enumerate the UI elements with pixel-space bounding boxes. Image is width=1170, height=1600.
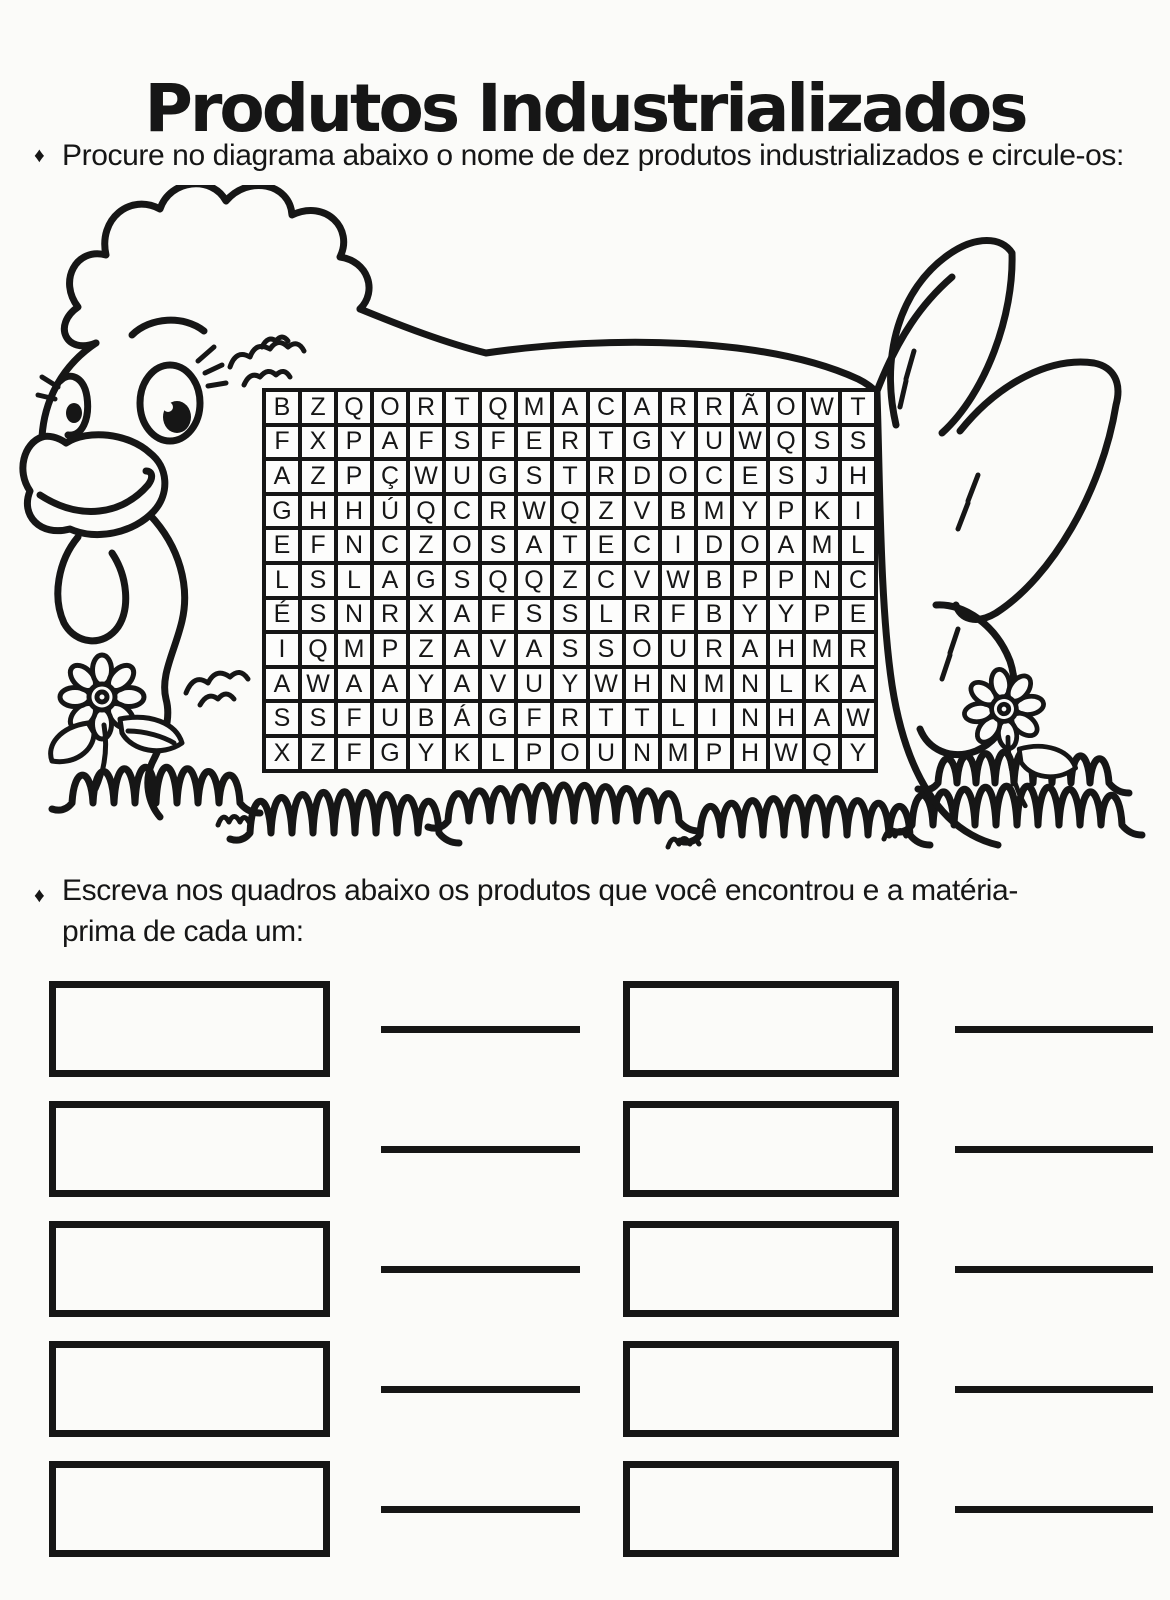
wordsearch-cell-r9c12: N — [662, 669, 694, 700]
wordsearch-cell-r4c13: M — [698, 496, 730, 527]
wordsearch-cell-r1c3: Q — [338, 392, 370, 423]
wordsearch-cell-r5c7: S — [482, 530, 514, 561]
answer-material-line-r4 — [381, 1386, 580, 1393]
flower-right — [959, 661, 1080, 813]
wordsearch-cell-r1c5: R — [410, 392, 442, 423]
wordsearch-cell-r7c13: B — [698, 600, 730, 631]
instruction-write-text: Escreva nos quadros abaixo os produtos que você encontrou e a matéria- prima de cada um: — [62, 874, 1018, 948]
wordsearch-cell-r9c1: A — [266, 669, 298, 700]
wordsearch-cell-r5c5: Z — [410, 530, 442, 561]
wordsearch-cell-r6c17: C — [842, 565, 874, 596]
page-title: Produtos Industrializados — [144, 70, 1026, 148]
wordsearch-cell-r11c4: G — [374, 738, 406, 769]
wattle — [58, 537, 126, 641]
wordsearch-cell-r7c15: Y — [770, 600, 802, 631]
wordsearch-cell-r10c3: F — [338, 703, 370, 734]
wordsearch-cell-r10c9: R — [554, 703, 586, 734]
wordsearch-cell-r11c14: H — [734, 738, 766, 769]
wordsearch-cell-r7c2: S — [302, 600, 334, 631]
wordsearch-cell-r5c9: T — [554, 530, 586, 561]
wordsearch-cell-r3c3: P — [338, 461, 370, 492]
wordsearch-cell-r6c5: G — [410, 565, 442, 596]
wordsearch-cell-r4c9: Q — [554, 496, 586, 527]
answer-material-line-r3 — [381, 1266, 580, 1273]
wordsearch-cell-r8c12: U — [662, 634, 694, 665]
wordsearch-cell-r8c10: S — [590, 634, 622, 665]
wordsearch-cell-r5c10: E — [590, 530, 622, 561]
answer-material-line-r1 — [955, 1026, 1153, 1033]
wordsearch-cell-r4c11: V — [626, 496, 658, 527]
wordsearch-cell-r11c8: P — [518, 738, 550, 769]
answer-product-box-r2 — [49, 1101, 330, 1197]
wordsearch-cell-r10c1: S — [266, 703, 298, 734]
wordsearch-cell-r7c8: S — [518, 600, 550, 631]
wordsearch-cell-r9c6: A — [446, 669, 478, 700]
wordsearch-cell-r10c14: N — [734, 703, 766, 734]
eye-highlight — [163, 402, 173, 412]
wordsearch-cell-r1c4: O — [374, 392, 406, 423]
wordsearch-cell-r1c12: R — [662, 392, 694, 423]
wordsearch-cell-r8c16: M — [806, 634, 838, 665]
wordsearch-cell-r7c14: Y — [734, 600, 766, 631]
wordsearch-cell-r6c13: B — [698, 565, 730, 596]
answer-product-box-r1 — [49, 981, 330, 1077]
answer-product-box-r1 — [623, 981, 899, 1077]
beak-smile-line — [40, 471, 152, 511]
wordsearch-cell-r6c3: L — [338, 565, 370, 596]
wordsearch-cell-r8c14: A — [734, 634, 766, 665]
wordsearch-cell-r4c14: Y — [734, 496, 766, 527]
wordsearch-cell-r10c4: U — [374, 703, 406, 734]
wordsearch-cell-r9c9: Y — [554, 669, 586, 700]
answer-product-box-r5 — [49, 1461, 330, 1557]
wordsearch-cell-r2c13: U — [698, 427, 730, 458]
wordsearch-cell-r5c13: D — [698, 530, 730, 561]
wordsearch-cell-r10c10: T — [590, 703, 622, 734]
wordsearch-cell-r11c15: W — [770, 738, 802, 769]
beak — [23, 435, 165, 535]
wordsearch-cell-r11c7: L — [482, 738, 514, 769]
tail-feather-1 — [891, 241, 1013, 434]
wordsearch-cell-r3c13: C — [698, 461, 730, 492]
wordsearch-cell-r2c7: F — [482, 427, 514, 458]
wordsearch-cell-r8c3: M — [338, 634, 370, 665]
wordsearch-cell-r9c13: M — [698, 669, 730, 700]
wordsearch-cell-r3c17: H — [842, 461, 874, 492]
eyebrow — [132, 320, 204, 335]
wordsearch-cell-r8c7: V — [482, 634, 514, 665]
wordsearch-cell-r6c1: L — [266, 565, 298, 596]
wordsearch-cell-r2c6: S — [446, 427, 478, 458]
wordsearch-cell-r11c6: K — [446, 738, 478, 769]
wordsearch-cell-r4c15: P — [770, 496, 802, 527]
wordsearch-cell-r5c1: E — [266, 530, 298, 561]
answer-product-box-r3 — [49, 1221, 330, 1317]
tail-feather-2 — [956, 362, 1118, 619]
wordsearch-cell-r1c1: B — [266, 392, 298, 423]
eyelashes — [198, 347, 226, 386]
wordsearch-cell-r1c2: Z — [302, 392, 334, 423]
wordsearch-cell-r5c14: O — [734, 530, 766, 561]
wordsearch-cell-r1c15: O — [770, 392, 802, 423]
wordsearch-cell-r8c9: S — [554, 634, 586, 665]
instruction-find-text: Procure no diagrama abaixo o nome de dez produtos industrializados e circule-os: — [62, 139, 1124, 172]
wordsearch-cell-r11c13: P — [698, 738, 730, 769]
wordsearch-cell-r4c8: W — [518, 496, 550, 527]
flower-right-center — [990, 695, 1018, 723]
wordsearch-cell-r8c15: H — [770, 634, 802, 665]
wordsearch-cell-r8c6: A — [446, 634, 478, 665]
wordsearch-cell-r2c1: F — [266, 427, 298, 458]
answer-material-line-r4 — [955, 1386, 1153, 1393]
grass-bush-3 — [428, 785, 699, 831]
wordsearch-cell-r2c8: E — [518, 427, 550, 458]
wordsearch-cell-r3c16: J — [806, 461, 838, 492]
wordsearch-cell-r9c10: W — [590, 669, 622, 700]
answer-grid — [49, 981, 1153, 1557]
wordsearch-cell-r10c2: S — [302, 703, 334, 734]
grass-bush-2 — [230, 792, 459, 843]
wordsearch-cell-r5c3: N — [338, 530, 370, 561]
wordsearch-cell-r10c17: W — [842, 703, 874, 734]
wordsearch-cell-r4c2: H — [302, 496, 334, 527]
cheek-feather-scallops — [230, 337, 304, 385]
wordsearch-cell-r6c7: Q — [482, 565, 514, 596]
wordsearch-cell-r10c13: I — [698, 703, 730, 734]
answer-product-box-r4 — [623, 1341, 899, 1437]
wordsearch-cell-r10c7: G — [482, 703, 514, 734]
wordsearch-cell-r2c2: X — [302, 427, 334, 458]
wordsearch-cell-r2c9: R — [554, 427, 586, 458]
answer-material-line-r1 — [381, 1026, 580, 1033]
wordsearch-cell-r1c8: M — [518, 392, 550, 423]
wordsearch-cell-r2c14: W — [734, 427, 766, 458]
wordsearch-cell-r3c8: S — [518, 461, 550, 492]
flower-left-leaf-left — [51, 723, 94, 762]
wordsearch-cell-r10c12: L — [662, 703, 694, 734]
wordsearch-cell-r3c6: U — [446, 461, 478, 492]
wordsearch-cell-r10c15: H — [770, 703, 802, 734]
wordsearch-cell-r5c12: I — [662, 530, 694, 561]
wordsearch-cell-r3c1: A — [266, 461, 298, 492]
wordsearch-cell-r9c5: Y — [410, 669, 442, 700]
head-top-and-back-line — [360, 309, 877, 393]
wordsearch-cell-r3c11: D — [626, 461, 658, 492]
small-eye-pupil — [66, 403, 82, 423]
wordsearch-cell-r11c12: M — [662, 738, 694, 769]
wordsearch-cell-r1c17: T — [842, 392, 874, 423]
wordsearch-cell-r2c3: P — [338, 427, 370, 458]
wordsearch-cell-r7c3: N — [338, 600, 370, 631]
wordsearch-cell-r5c8: A — [518, 530, 550, 561]
answer-product-box-r4 — [49, 1341, 330, 1437]
answer-product-box-r3 — [623, 1221, 899, 1317]
wordsearch-cell-r6c15: P — [770, 565, 802, 596]
flower-left-center — [89, 684, 115, 710]
wordsearch-cell-r7c10: L — [590, 600, 622, 631]
wordsearch-cell-r10c6: Á — [446, 703, 478, 734]
wordsearch-cell-r1c10: C — [590, 392, 622, 423]
flower-right-leaf — [1019, 741, 1076, 781]
wordsearch-cell-r9c14: N — [734, 669, 766, 700]
wordsearch-cell-r2c12: Y — [662, 427, 694, 458]
wordsearch-cell-r6c10: C — [590, 565, 622, 596]
wordsearch-cell-r4c12: B — [662, 496, 694, 527]
wordsearch-cell-r8c11: O — [626, 634, 658, 665]
wordsearch-cell-r6c8: Q — [518, 565, 550, 596]
wordsearch-cell-r4c16: K — [806, 496, 838, 527]
wordsearch-cell-r7c6: A — [446, 600, 478, 631]
wordsearch-cell-r8c17: R — [842, 634, 874, 665]
wordsearch-cell-r3c14: E — [734, 461, 766, 492]
wordsearch-cell-r11c17: Y — [842, 738, 874, 769]
wordsearch-cell-r1c14: Ã — [734, 392, 766, 423]
answer-material-line-r3 — [955, 1266, 1153, 1273]
wordsearch-cell-r3c2: Z — [302, 461, 334, 492]
wordsearch-cell-r6c6: S — [446, 565, 478, 596]
wordsearch-cell-r9c7: V — [482, 669, 514, 700]
wordsearch-cell-r4c6: C — [446, 496, 478, 527]
wordsearch-cell-r1c6: T — [446, 392, 478, 423]
wordsearch-cell-r8c8: A — [518, 634, 550, 665]
wordsearch-cell-r3c4: Ç — [374, 461, 406, 492]
wordsearch-cell-r2c17: S — [842, 427, 874, 458]
wordsearch-cell-r10c8: F — [518, 703, 550, 734]
wordsearch-cell-r4c3: H — [338, 496, 370, 527]
diamond-bullet-icon: ♦ — [34, 144, 45, 167]
wordsearch-cell-r11c9: O — [554, 738, 586, 769]
wordsearch-cell-r3c5: W — [410, 461, 442, 492]
wordsearch-cell-r3c7: G — [482, 461, 514, 492]
wordsearch-cell-r9c2: W — [302, 669, 334, 700]
wordsearch-cell-r2c10: T — [590, 427, 622, 458]
grass-bush-4 — [680, 798, 930, 845]
wordsearch-cell-r7c12: F — [662, 600, 694, 631]
wordsearch-cell-r7c4: R — [374, 600, 406, 631]
wordsearch-cell-r8c1: I — [266, 634, 298, 665]
answer-product-box-r2 — [623, 1101, 899, 1197]
answer-material-line-r2 — [955, 1146, 1153, 1153]
wordsearch-cell-r10c11: T — [626, 703, 658, 734]
wordsearch-cell-r11c10: U — [590, 738, 622, 769]
wordsearch-cell-r7c5: X — [410, 600, 442, 631]
wordsearch-cell-r8c13: R — [698, 634, 730, 665]
wordsearch-cell-r1c13: R — [698, 392, 730, 423]
wordsearch-cell-r7c17: E — [842, 600, 874, 631]
wordsearch-cell-r6c2: S — [302, 565, 334, 596]
wordsearch-cell-r1c7: Q — [482, 392, 514, 423]
wordsearch-cell-r4c5: Q — [410, 496, 442, 527]
wordsearch-cell-r3c9: T — [554, 461, 586, 492]
wordsearch-cell-r4c17: I — [842, 496, 874, 527]
wordsearch-cell-r4c10: Z — [590, 496, 622, 527]
wordsearch-cell-r10c5: B — [410, 703, 442, 734]
wordsearch-cell-r5c17: L — [842, 530, 874, 561]
wordsearch-cell-r11c1: X — [266, 738, 298, 769]
wordsearch-cell-r3c12: O — [662, 461, 694, 492]
wordsearch-cell-r1c11: A — [626, 392, 658, 423]
wordsearch-cell-r3c10: R — [590, 461, 622, 492]
wordsearch-cell-r5c16: M — [806, 530, 838, 561]
instruction-find — [34, 139, 1124, 173]
wordsearch-cell-r5c15: A — [770, 530, 802, 561]
wordsearch-cell-r6c11: V — [626, 565, 658, 596]
wordsearch-cell-r11c16: Q — [806, 738, 838, 769]
wordsearch-cell-r7c9: S — [554, 600, 586, 631]
neck-feather-scallops — [186, 672, 248, 705]
wordsearch-cell-r5c11: C — [626, 530, 658, 561]
answer-product-box-r5 — [623, 1461, 899, 1557]
wordsearch-cell-r9c15: L — [770, 669, 802, 700]
wordsearch-grid — [262, 388, 878, 773]
wordsearch-cell-r2c11: G — [626, 427, 658, 458]
wordsearch-cell-r6c9: Z — [554, 565, 586, 596]
wordsearch-cell-r2c15: Q — [770, 427, 802, 458]
answer-material-line-r5 — [381, 1506, 580, 1513]
wordsearch-cell-r4c1: G — [266, 496, 298, 527]
wordsearch-cell-r2c5: F — [410, 427, 442, 458]
wordsearch-cell-r6c14: P — [734, 565, 766, 596]
wordsearch-cell-r8c2: Q — [302, 634, 334, 665]
wordsearch-cell-r9c8: U — [518, 669, 550, 700]
wordsearch-cell-r5c4: C — [374, 530, 406, 561]
wordsearch-cell-r1c16: W — [806, 392, 838, 423]
wordsearch-cell-r2c4: A — [374, 427, 406, 458]
wordsearch-cell-r7c7: F — [482, 600, 514, 631]
wordsearch-cell-r11c11: N — [626, 738, 658, 769]
wordsearch-cell-r7c1: É — [266, 600, 298, 631]
comb — [64, 185, 369, 346]
wordsearch-cell-r2c16: S — [806, 427, 838, 458]
wordsearch-cell-r7c16: P — [806, 600, 838, 631]
wordsearch-cell-r11c3: F — [338, 738, 370, 769]
wordsearch-cell-r9c3: A — [338, 669, 370, 700]
wordsearch-cell-r6c12: W — [662, 565, 694, 596]
answer-material-line-r5 — [955, 1506, 1153, 1513]
diamond-bullet-icon: ♦ — [34, 884, 45, 907]
wordsearch-cell-r11c5: Y — [410, 738, 442, 769]
wordsearch-cell-r6c16: N — [806, 565, 838, 596]
wordsearch-cell-r5c2: F — [302, 530, 334, 561]
wordsearch-cell-r9c16: K — [806, 669, 838, 700]
wordsearch-cell-r10c16: A — [806, 703, 838, 734]
wordsearch-cell-r9c4: A — [374, 669, 406, 700]
wordsearch-cell-r7c11: R — [626, 600, 658, 631]
wordsearch-cell-r5c6: O — [446, 530, 478, 561]
wordsearch-cell-r9c11: H — [626, 669, 658, 700]
instruction-write — [34, 870, 1018, 952]
wordsearch-cell-r4c4: Ú — [374, 496, 406, 527]
wordsearch-cell-r1c9: A — [554, 392, 586, 423]
wordsearch-cell-r9c17: A — [842, 669, 874, 700]
answer-material-line-r2 — [381, 1146, 580, 1153]
wordsearch-cell-r8c5: Z — [410, 634, 442, 665]
wordsearch-cell-r6c4: A — [374, 565, 406, 596]
grass-tuft-1 — [218, 817, 249, 826]
wordsearch-cell-r11c2: Z — [302, 738, 334, 769]
wordsearch-cell-r8c4: P — [374, 634, 406, 665]
wordsearch-cell-r3c15: S — [770, 461, 802, 492]
wordsearch-cell-r4c7: R — [482, 496, 514, 527]
